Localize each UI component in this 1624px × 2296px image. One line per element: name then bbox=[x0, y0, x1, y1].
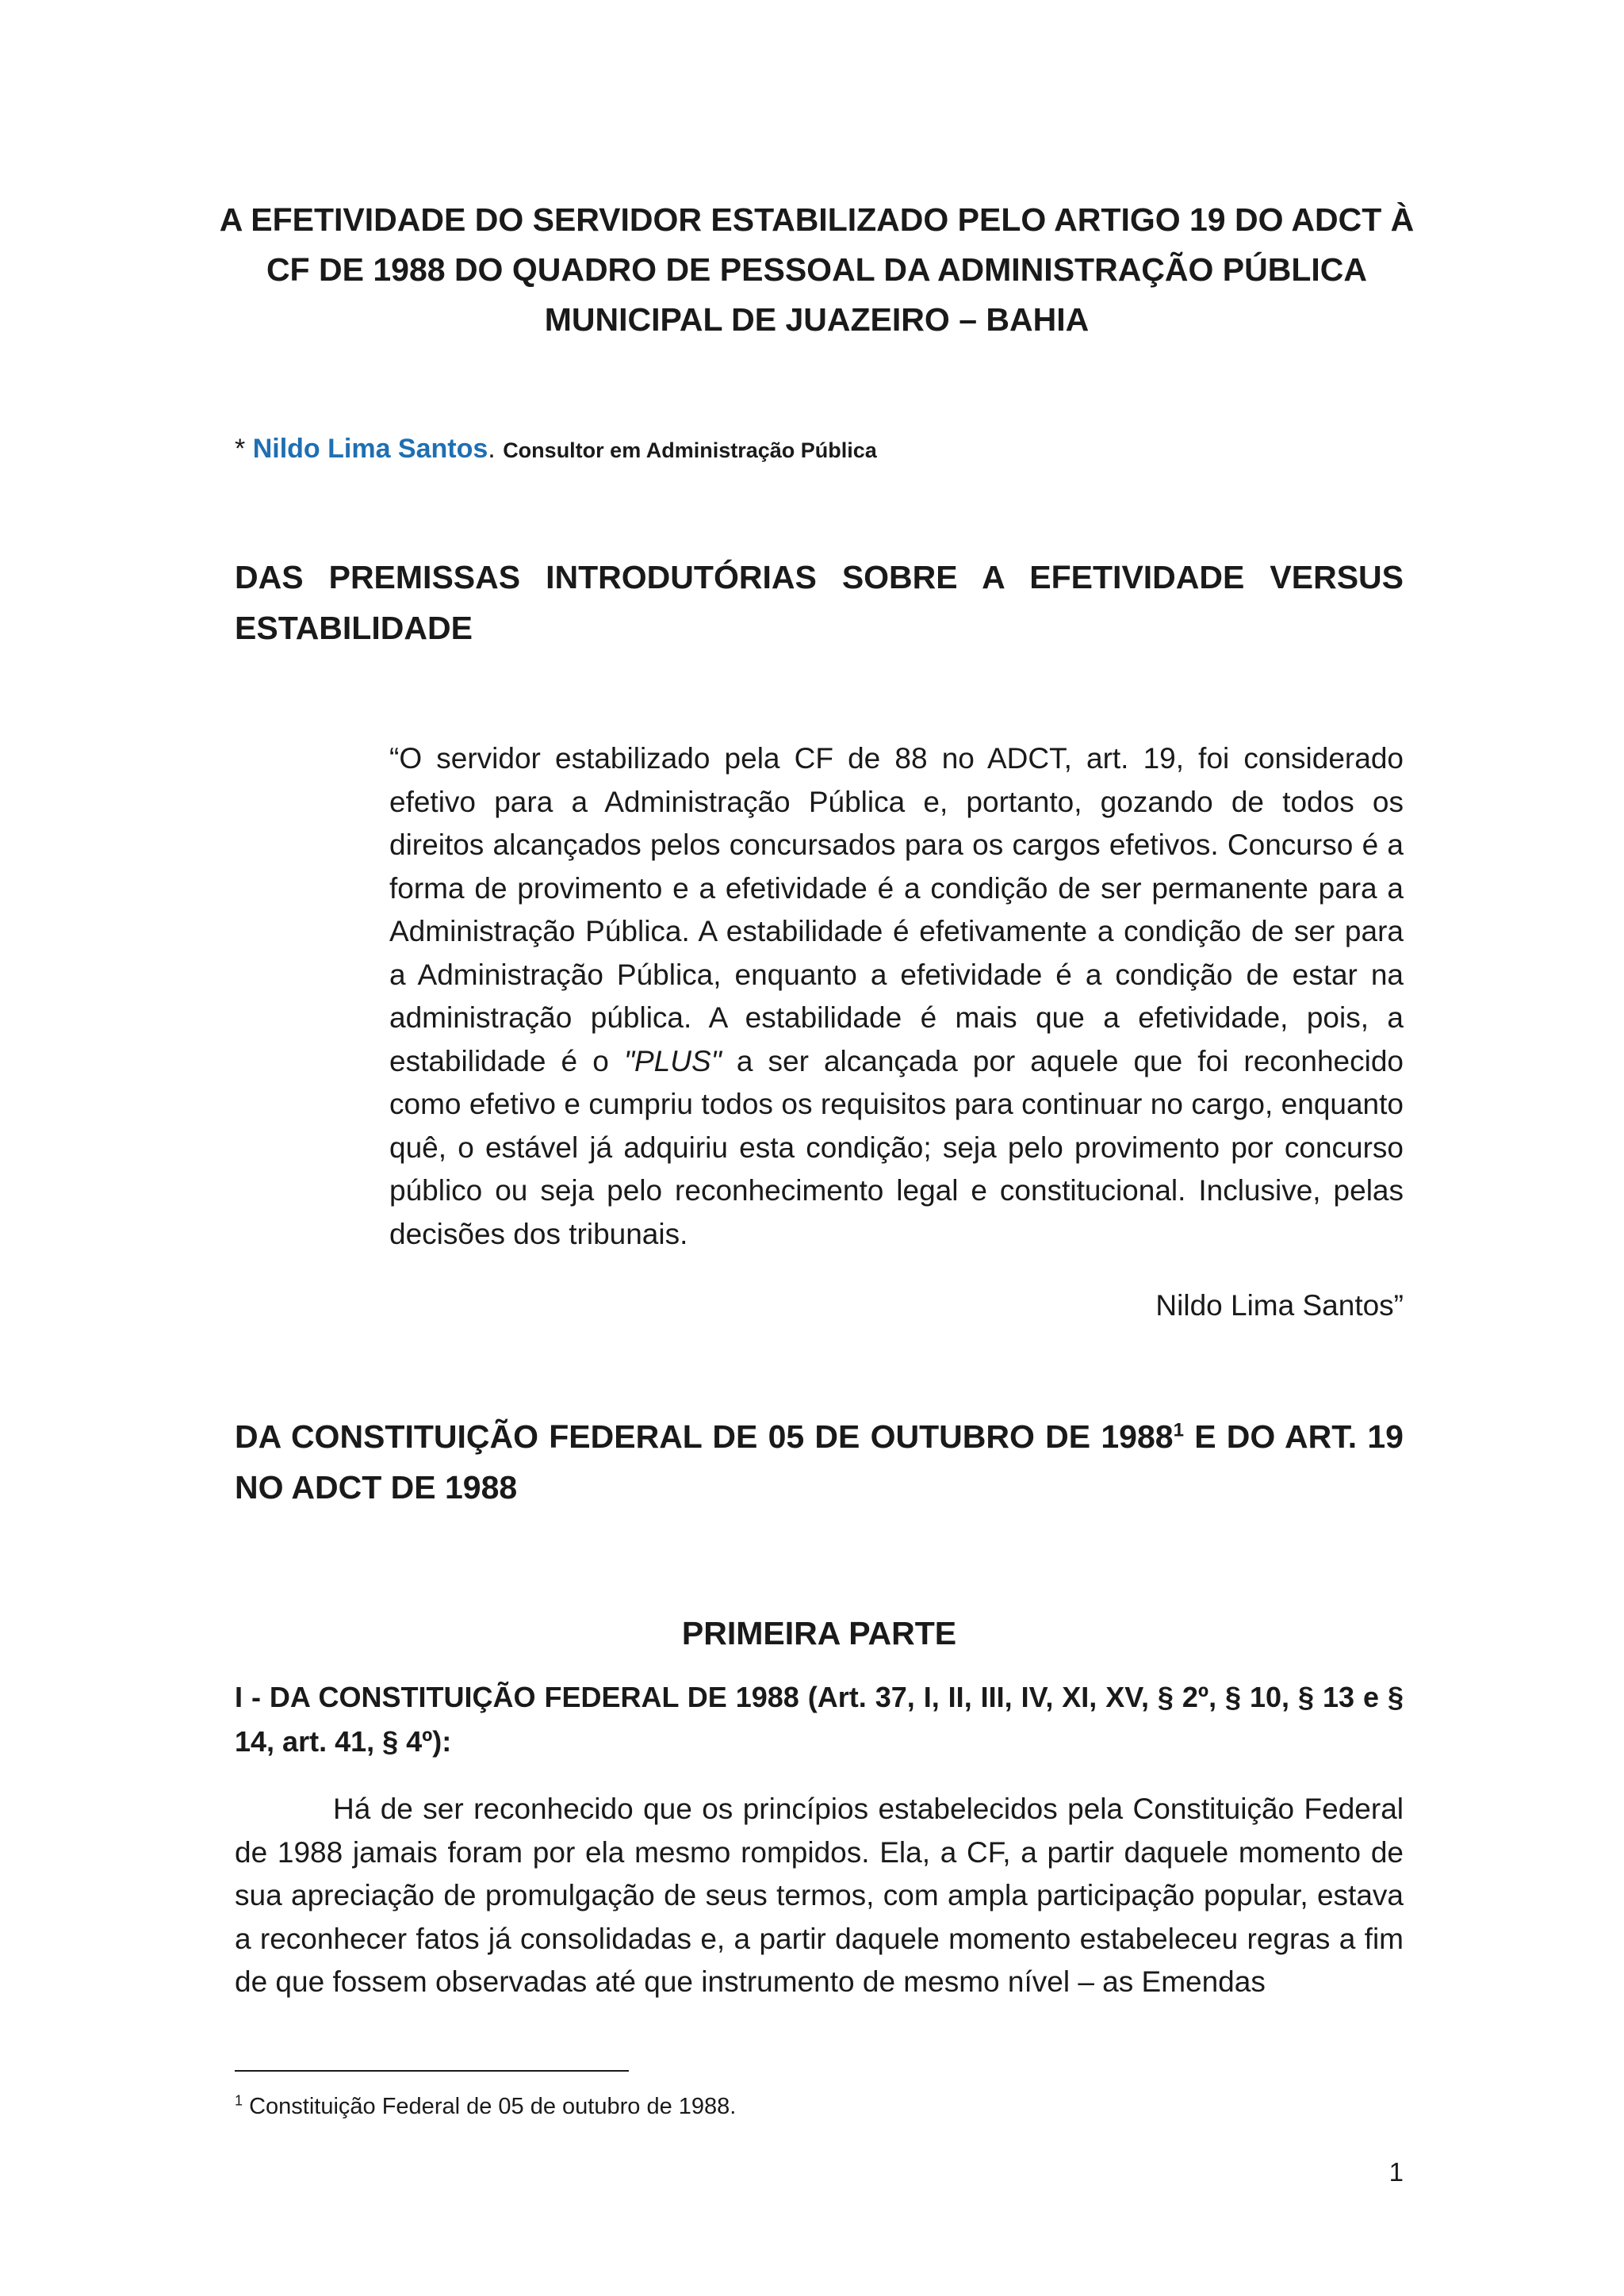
footnote-text: Constituição Federal de 05 de outubro de 1988. bbox=[243, 2094, 737, 2119]
author-name: Nildo Lima Santos bbox=[252, 434, 488, 464]
document-title: A EFETIVIDADE DO SERVIDOR ESTABILIZADO PELO ARTIGO 19 DO ADCT À CF DE 1988 DO QUADRO DE PESSOAL DA ADMINISTRAÇÃO PÚBLICA MUNICIPAL DE JUAZEIRO – BAHIA bbox=[219, 201, 1415, 338]
constituicao-heading-part2: E DO ART. 19 NO ADCT DE 1988 bbox=[235, 1418, 1404, 1506]
author-prefix: * bbox=[235, 434, 253, 464]
footnote-divider bbox=[235, 2070, 629, 2072]
author-separator: . bbox=[488, 434, 504, 464]
body-paragraph: Há de ser reconhecido que os princípios estabelecidos pela Constituição Federal de 1988 jamais foram por ela mesmo rompidos. Ela, a CF, a partir daquele momento de sua apreciação de promulgação de seus termos, com ampla participação popular, estava a reconhecer fatos já consolidadas e, a partir daquele momento estabeleceu regras a fim de que fossem observadas até que instrumento de mesmo nível – as Emendas bbox=[235, 1793, 1404, 1998]
section-heading-premissas: DAS PREMISSAS INTRODUTÓRIAS SOBRE A EFETIVIDADE VERSUS ESTABILIDADE bbox=[235, 559, 1404, 646]
part-title: PRIMEIRA PARTE bbox=[681, 1615, 957, 1651]
quote-attribution: Nildo Lima Santos” bbox=[1155, 1289, 1404, 1322]
constituicao-heading-part1: DA CONSTITUIÇÃO FEDERAL DE 05 DE OUTUBRO DE 1988 bbox=[235, 1418, 1174, 1455]
author-line bbox=[235, 429, 877, 470]
footnote bbox=[235, 2091, 736, 2122]
footnote-number: 1 bbox=[235, 2092, 243, 2109]
section-heading-constituicao bbox=[235, 1411, 1404, 1513]
subsection-heading: I - DA CONSTITUIÇÃO FEDERAL DE 1988 (Art. 37, I, II, III, IV, XI, XV, § 2º, § 10, § 13 e § 14, art. 41, § 4º): bbox=[235, 1681, 1404, 1758]
footnote-reference[interactable]: 1 bbox=[1173, 1419, 1184, 1441]
quote-emphasis: "PLUS" bbox=[623, 1044, 722, 1077]
quote-text-part1: “O servidor estabilizado pela CF de 88 no ADCT, art. 19, foi considerado efetivo para a Administração Pública e, portanto, gozando de todos os direitos alcançados pelos concursados para os cargos efetivos. Concurso é a forma de provimento e a efetividade é a condição de ser permanente para a Administração Pública. A estabilidade é efetivamente a condição de ser para a Administração Pública, enquanto a efetividade é a condição de estar na administração pública. A estabilidade é mais que a efetividade, pois, a estabilidade é o bbox=[389, 742, 1404, 1077]
quote-text-part2: a ser alcançada por aquele que foi reconhecido como efetivo e cumpriu todos os requisitos para continuar no cargo, enquanto quê, o estável já adquiriu esta condição; seja pelo provimento por concurso público ou seja pelo reconhecimento legal e constitucional. Inclusive, pelas decisões dos tribunais. bbox=[389, 1044, 1404, 1250]
page-number: 1 bbox=[1388, 2157, 1404, 2187]
author-role: Consultor em Administração Pública bbox=[503, 438, 877, 462]
epigraph-quote bbox=[389, 737, 1404, 1256]
